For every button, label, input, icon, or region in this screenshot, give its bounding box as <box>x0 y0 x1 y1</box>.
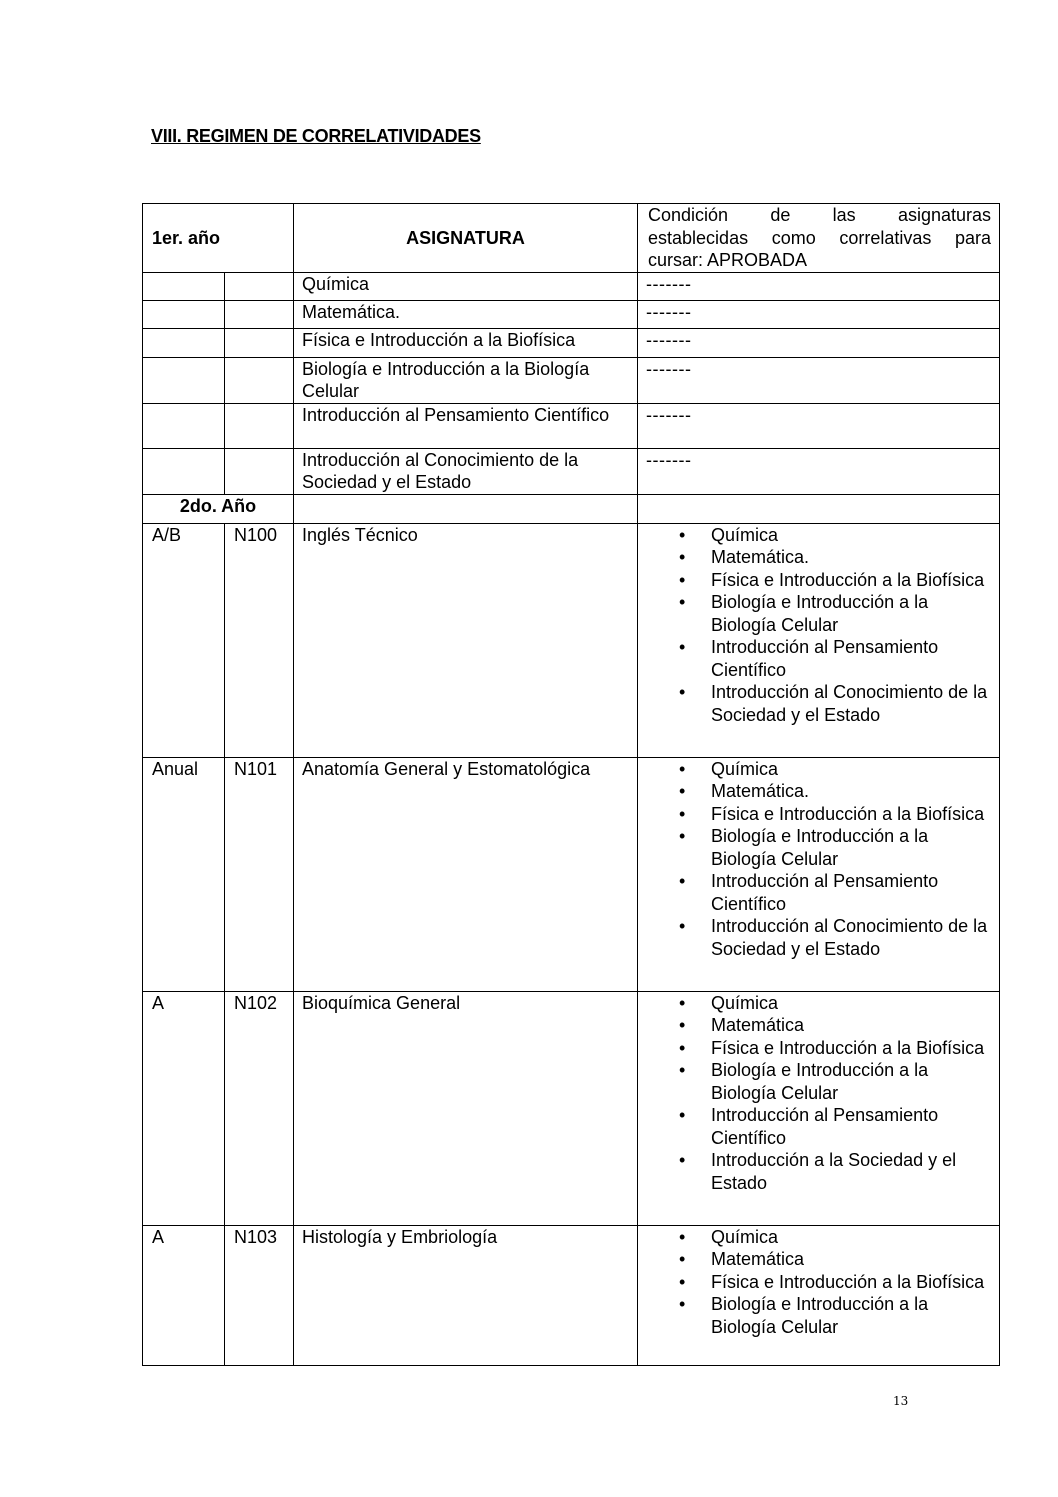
table-row <box>143 1225 1000 1365</box>
requirement-item: • Introducción al Pensamiento Científico <box>711 1104 991 1149</box>
requirement-item: • Física e Introducción a la Biofísica <box>711 1271 991 1294</box>
condition-cell: ------- <box>638 357 1000 403</box>
condition-cell: ------- <box>638 448 1000 494</box>
subject-cell: Física e Introducción a la Biofísica <box>294 328 638 357</box>
period-cell <box>143 300 225 328</box>
table-row <box>143 523 1000 757</box>
header-condition-line-3: cursar: APROBADA <box>648 250 808 270</box>
empty-cell <box>294 494 638 523</box>
code-cell <box>225 357 294 403</box>
requirement-item: • Matemática. <box>711 546 991 569</box>
code-cell: N101 <box>225 757 294 991</box>
period-cell: A <box>143 1225 225 1365</box>
table-header-row <box>143 204 1000 273</box>
requirement-item: • Física e Introducción a la Biofísica <box>711 1037 991 1060</box>
table-row <box>143 757 1000 991</box>
period-cell <box>143 448 225 494</box>
table-row <box>143 328 1000 357</box>
period-cell <box>143 272 225 300</box>
table-row <box>143 991 1000 1225</box>
period-cell <box>143 328 225 357</box>
table-row <box>143 448 1000 494</box>
requirement-item: • Química <box>711 1226 991 1249</box>
period-cell: A/B <box>143 523 225 757</box>
subject-cell: Biología e Introducción a la Biología Celular <box>294 357 638 403</box>
subject-cell: Bioquímica General <box>294 991 638 1225</box>
period-cell <box>143 357 225 403</box>
requirement-item: • Biología e Introducción a la Biología Celular <box>711 1059 991 1104</box>
subject-cell: Introducción al Conocimiento de la Sociedad y el Estado <box>294 448 638 494</box>
header-condition <box>638 204 1000 273</box>
header-year: 1er. año <box>143 204 294 273</box>
requirement-item: • Introducción al Pensamiento Científico <box>711 636 991 681</box>
requirement-item: • Introducción al Conocimiento de la Sociedad y el Estado <box>711 681 991 726</box>
requirement-item: • Introducción a la Sociedad y el Estado <box>711 1149 991 1194</box>
condition-cell: ------- <box>638 328 1000 357</box>
section-heading: VIII. REGIMEN DE CORRELATIVIDADES <box>151 126 481 146</box>
requirements-cell <box>638 523 1000 757</box>
requirement-item: • Matemática <box>711 1014 991 1037</box>
requirements-list <box>646 524 991 727</box>
requirement-item: • Física e Introducción a la Biofísica <box>711 803 991 826</box>
requirements-cell <box>638 991 1000 1225</box>
subject-cell: Química <box>294 272 638 300</box>
requirement-item: • Introducción al Pensamiento Científico <box>711 870 991 915</box>
year-separator-row <box>143 494 1000 523</box>
correlativities-table <box>142 203 1000 1366</box>
requirement-item: • Matemática. <box>711 780 991 803</box>
requirement-item: • Biología e Introducción a la Biología Celular <box>711 591 991 636</box>
header-subject: ASIGNATURA <box>294 204 638 273</box>
code-cell <box>225 403 294 448</box>
requirements-list <box>646 992 991 1195</box>
code-cell: N102 <box>225 991 294 1225</box>
table-row <box>143 403 1000 448</box>
page-number: 13 <box>893 1394 909 1408</box>
requirement-item: • Introducción al Conocimiento de la Sociedad y el Estado <box>711 915 991 960</box>
requirements-cell <box>638 757 1000 991</box>
code-cell <box>225 448 294 494</box>
period-cell: Anual <box>143 757 225 991</box>
period-cell <box>143 403 225 448</box>
requirements-list <box>646 758 991 961</box>
table-row <box>143 357 1000 403</box>
requirement-item: • Biología e Introducción a la Biología Celular <box>711 825 991 870</box>
condition-cell: ------- <box>638 272 1000 300</box>
condition-cell: ------- <box>638 300 1000 328</box>
subject-cell: Inglés Técnico <box>294 523 638 757</box>
code-cell <box>225 272 294 300</box>
code-cell <box>225 328 294 357</box>
table-row <box>143 272 1000 300</box>
requirements-cell <box>638 1225 1000 1365</box>
subject-cell: Histología y Embriología <box>294 1225 638 1365</box>
subject-cell: Anatomía General y Estomatológica <box>294 757 638 991</box>
period-cell: A <box>143 991 225 1225</box>
requirements-list <box>646 1226 991 1339</box>
requirement-item: • Química <box>711 758 991 781</box>
code-cell: N100 <box>225 523 294 757</box>
requirement-item: • Química <box>711 992 991 1015</box>
empty-cell <box>638 494 1000 523</box>
requirement-item: • Biología e Introducción a la Biología Celular <box>711 1293 991 1338</box>
code-cell <box>225 300 294 328</box>
requirement-item: • Física e Introducción a la Biofísica <box>711 569 991 592</box>
header-condition-line-1: Condición de las asignaturas <box>648 205 992 225</box>
subject-cell: Matemática. <box>294 300 638 328</box>
requirement-item: • Química <box>711 524 991 547</box>
header-condition-line-2: establecidas como correlativas para <box>648 227 992 248</box>
subject-cell: Introducción al Pensamiento Científico <box>294 403 638 448</box>
condition-cell: ------- <box>638 403 1000 448</box>
requirement-item: • Matemática <box>711 1248 991 1271</box>
second-year-label: 2do. Año <box>143 494 294 523</box>
table-row <box>143 300 1000 328</box>
code-cell: N103 <box>225 1225 294 1365</box>
